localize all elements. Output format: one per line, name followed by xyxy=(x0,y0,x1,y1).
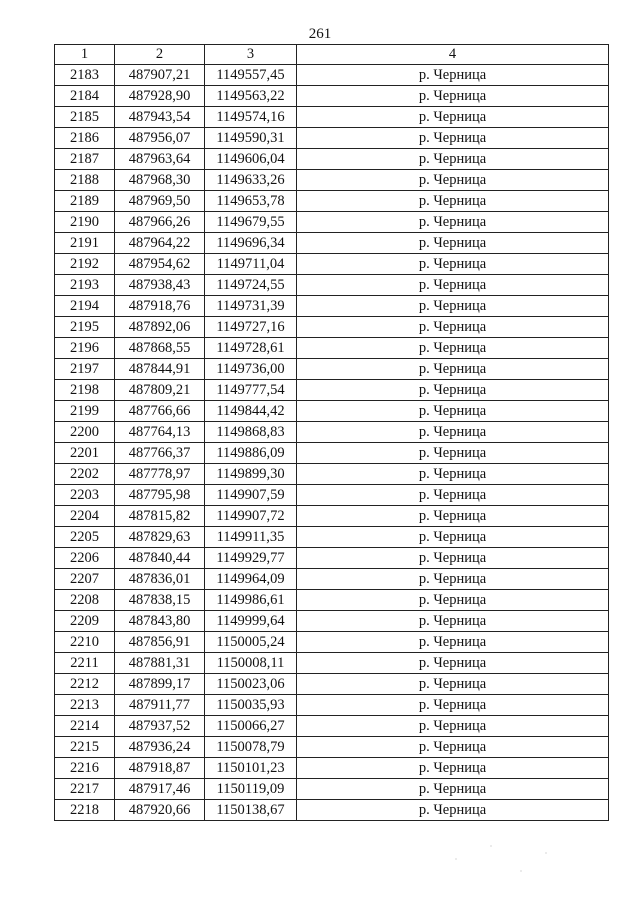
table-row xyxy=(55,296,609,317)
point-number-cell: 2211 xyxy=(55,653,115,674)
y-coordinate-cell: 1149728,61 xyxy=(205,338,297,359)
x-coordinate-cell: 487936,24 xyxy=(115,737,205,758)
point-number-cell: 2194 xyxy=(55,296,115,317)
point-number-cell: 2205 xyxy=(55,527,115,548)
description-cell: р. Черница xyxy=(297,569,609,590)
point-number-cell: 2216 xyxy=(55,758,115,779)
x-coordinate-cell: 487840,44 xyxy=(115,548,205,569)
y-coordinate-cell: 1149899,30 xyxy=(205,464,297,485)
x-coordinate-cell: 487963,64 xyxy=(115,149,205,170)
description-cell: р. Черница xyxy=(297,590,609,611)
x-coordinate-cell: 487899,17 xyxy=(115,674,205,695)
scan-speck xyxy=(490,845,492,847)
point-number-cell: 2198 xyxy=(55,380,115,401)
x-coordinate-cell: 487778,97 xyxy=(115,464,205,485)
point-number-cell: 2209 xyxy=(55,611,115,632)
table-row xyxy=(55,128,609,149)
point-number-cell: 2186 xyxy=(55,128,115,149)
y-coordinate-cell: 1149696,34 xyxy=(205,233,297,254)
page-number: 261 xyxy=(308,26,332,42)
point-number-cell: 2208 xyxy=(55,590,115,611)
table-row xyxy=(55,506,609,527)
table-row xyxy=(55,86,609,107)
y-coordinate-cell: 1149711,04 xyxy=(205,254,297,275)
y-coordinate-cell: 1149964,09 xyxy=(205,569,297,590)
table-row xyxy=(55,674,609,695)
description-cell: р. Черница xyxy=(297,149,609,170)
y-coordinate-cell: 1149653,78 xyxy=(205,191,297,212)
table-row xyxy=(55,611,609,632)
description-cell: р. Черница xyxy=(297,800,609,821)
table-row xyxy=(55,107,609,128)
table-row xyxy=(55,779,609,800)
point-number-cell: 2196 xyxy=(55,338,115,359)
x-coordinate-cell: 487918,76 xyxy=(115,296,205,317)
x-coordinate-cell: 487766,37 xyxy=(115,443,205,464)
x-coordinate-cell: 487969,50 xyxy=(115,191,205,212)
y-coordinate-cell: 1149679,55 xyxy=(205,212,297,233)
table-row xyxy=(55,758,609,779)
table-row xyxy=(55,695,609,716)
description-cell: р. Черница xyxy=(297,548,609,569)
description-cell: р. Черница xyxy=(297,212,609,233)
point-number-cell: 2187 xyxy=(55,149,115,170)
y-coordinate-cell: 1150066,27 xyxy=(205,716,297,737)
description-cell: р. Черница xyxy=(297,611,609,632)
x-coordinate-cell: 487918,87 xyxy=(115,758,205,779)
y-coordinate-cell: 1149727,16 xyxy=(205,317,297,338)
y-coordinate-cell: 1149929,77 xyxy=(205,548,297,569)
x-coordinate-cell: 487928,90 xyxy=(115,86,205,107)
x-coordinate-cell: 487843,80 xyxy=(115,611,205,632)
point-number-cell: 2210 xyxy=(55,632,115,653)
description-cell: р. Черница xyxy=(297,674,609,695)
y-coordinate-cell: 1149986,61 xyxy=(205,590,297,611)
description-cell: р. Черница xyxy=(297,128,609,149)
table-row xyxy=(55,443,609,464)
table-row xyxy=(55,275,609,296)
table-row xyxy=(55,590,609,611)
description-cell: р. Черница xyxy=(297,275,609,296)
description-cell: р. Черница xyxy=(297,632,609,653)
description-cell: р. Черница xyxy=(297,779,609,800)
x-coordinate-cell: 487838,15 xyxy=(115,590,205,611)
x-coordinate-cell: 487956,07 xyxy=(115,128,205,149)
point-number-cell: 2183 xyxy=(55,65,115,86)
y-coordinate-cell: 1149606,04 xyxy=(205,149,297,170)
table-row xyxy=(55,359,609,380)
point-number-cell: 2189 xyxy=(55,191,115,212)
description-cell: р. Черница xyxy=(297,191,609,212)
point-number-cell: 2207 xyxy=(55,569,115,590)
point-number-cell: 2185 xyxy=(55,107,115,128)
description-cell: р. Черница xyxy=(297,296,609,317)
description-cell: р. Черница xyxy=(297,758,609,779)
x-coordinate-cell: 487764,13 xyxy=(115,422,205,443)
y-coordinate-cell: 1149731,39 xyxy=(205,296,297,317)
y-coordinate-cell: 1150008,11 xyxy=(205,653,297,674)
point-number-cell: 2191 xyxy=(55,233,115,254)
description-cell: р. Черница xyxy=(297,254,609,275)
description-cell: р. Черница xyxy=(297,653,609,674)
y-coordinate-cell: 1149633,26 xyxy=(205,170,297,191)
description-cell: р. Черница xyxy=(297,422,609,443)
table-header-row xyxy=(55,45,609,65)
description-cell: р. Черница xyxy=(297,170,609,191)
table-row xyxy=(55,401,609,422)
table-row xyxy=(55,422,609,443)
table-row xyxy=(55,191,609,212)
table-row xyxy=(55,254,609,275)
x-coordinate-cell: 487766,66 xyxy=(115,401,205,422)
description-cell: р. Черница xyxy=(297,527,609,548)
x-coordinate-cell: 487907,21 xyxy=(115,65,205,86)
x-coordinate-cell: 487911,77 xyxy=(115,695,205,716)
scan-speck xyxy=(520,870,522,872)
y-coordinate-cell: 1149590,31 xyxy=(205,128,297,149)
point-number-cell: 2199 xyxy=(55,401,115,422)
x-coordinate-cell: 487868,55 xyxy=(115,338,205,359)
x-coordinate-cell: 487966,26 xyxy=(115,212,205,233)
table-row xyxy=(55,527,609,548)
y-coordinate-cell: 1150035,93 xyxy=(205,695,297,716)
point-number-cell: 2214 xyxy=(55,716,115,737)
table-row xyxy=(55,716,609,737)
x-coordinate-cell: 487964,22 xyxy=(115,233,205,254)
column-header-y: 3 xyxy=(205,45,297,65)
description-cell: р. Черница xyxy=(297,317,609,338)
table-row xyxy=(55,65,609,86)
x-coordinate-cell: 487809,21 xyxy=(115,380,205,401)
y-coordinate-cell: 1149724,55 xyxy=(205,275,297,296)
table-row xyxy=(55,632,609,653)
column-header-x: 2 xyxy=(115,45,205,65)
point-number-cell: 2192 xyxy=(55,254,115,275)
table-row xyxy=(55,170,609,191)
table-body xyxy=(55,65,609,821)
point-number-cell: 2212 xyxy=(55,674,115,695)
scan-speck xyxy=(545,852,547,854)
y-coordinate-cell: 1149574,16 xyxy=(205,107,297,128)
table-row xyxy=(55,338,609,359)
table-row xyxy=(55,800,609,821)
point-number-cell: 2200 xyxy=(55,422,115,443)
y-coordinate-cell: 1149557,45 xyxy=(205,65,297,86)
y-coordinate-cell: 1149736,00 xyxy=(205,359,297,380)
x-coordinate-cell: 487954,62 xyxy=(115,254,205,275)
description-cell: р. Черница xyxy=(297,464,609,485)
point-number-cell: 2193 xyxy=(55,275,115,296)
point-number-cell: 2218 xyxy=(55,800,115,821)
coordinates-table xyxy=(54,44,609,821)
point-number-cell: 2190 xyxy=(55,212,115,233)
table-row xyxy=(55,569,609,590)
y-coordinate-cell: 1149911,35 xyxy=(205,527,297,548)
description-cell: р. Черница xyxy=(297,380,609,401)
description-cell: р. Черница xyxy=(297,506,609,527)
description-cell: р. Черница xyxy=(297,107,609,128)
point-number-cell: 2213 xyxy=(55,695,115,716)
table-row xyxy=(55,485,609,506)
point-number-cell: 2184 xyxy=(55,86,115,107)
point-number-cell: 2188 xyxy=(55,170,115,191)
table-row xyxy=(55,737,609,758)
column-header-description: 4 xyxy=(297,45,609,65)
x-coordinate-cell: 487795,98 xyxy=(115,485,205,506)
description-cell: р. Черница xyxy=(297,65,609,86)
y-coordinate-cell: 1149907,72 xyxy=(205,506,297,527)
description-cell: р. Черница xyxy=(297,695,609,716)
y-coordinate-cell: 1149868,83 xyxy=(205,422,297,443)
table-row xyxy=(55,464,609,485)
table-row xyxy=(55,548,609,569)
x-coordinate-cell: 487829,63 xyxy=(115,527,205,548)
point-number-cell: 2202 xyxy=(55,464,115,485)
x-coordinate-cell: 487943,54 xyxy=(115,107,205,128)
point-number-cell: 2217 xyxy=(55,779,115,800)
y-coordinate-cell: 1150005,24 xyxy=(205,632,297,653)
description-cell: р. Черница xyxy=(297,485,609,506)
description-cell: р. Черница xyxy=(297,359,609,380)
description-cell: р. Черница xyxy=(297,401,609,422)
table-row xyxy=(55,233,609,254)
description-cell: р. Черница xyxy=(297,338,609,359)
x-coordinate-cell: 487844,91 xyxy=(115,359,205,380)
y-coordinate-cell: 1150138,67 xyxy=(205,800,297,821)
point-number-cell: 2197 xyxy=(55,359,115,380)
description-cell: р. Черница xyxy=(297,716,609,737)
y-coordinate-cell: 1149999,64 xyxy=(205,611,297,632)
table-row xyxy=(55,653,609,674)
description-cell: р. Черница xyxy=(297,233,609,254)
point-number-cell: 2204 xyxy=(55,506,115,527)
x-coordinate-cell: 487968,30 xyxy=(115,170,205,191)
y-coordinate-cell: 1149907,59 xyxy=(205,485,297,506)
y-coordinate-cell: 1150119,09 xyxy=(205,779,297,800)
column-header-number: 1 xyxy=(55,45,115,65)
point-number-cell: 2203 xyxy=(55,485,115,506)
point-number-cell: 2201 xyxy=(55,443,115,464)
y-coordinate-cell: 1150078,79 xyxy=(205,737,297,758)
table-row xyxy=(55,317,609,338)
x-coordinate-cell: 487920,66 xyxy=(115,800,205,821)
y-coordinate-cell: 1150101,23 xyxy=(205,758,297,779)
description-cell: р. Черница xyxy=(297,443,609,464)
x-coordinate-cell: 487856,91 xyxy=(115,632,205,653)
description-cell: р. Черница xyxy=(297,737,609,758)
y-coordinate-cell: 1149886,09 xyxy=(205,443,297,464)
table-row xyxy=(55,149,609,170)
table-row xyxy=(55,212,609,233)
point-number-cell: 2195 xyxy=(55,317,115,338)
x-coordinate-cell: 487881,31 xyxy=(115,653,205,674)
x-coordinate-cell: 487892,06 xyxy=(115,317,205,338)
description-cell: р. Черница xyxy=(297,86,609,107)
y-coordinate-cell: 1149777,54 xyxy=(205,380,297,401)
scan-speck xyxy=(455,858,457,860)
y-coordinate-cell: 1149844,42 xyxy=(205,401,297,422)
x-coordinate-cell: 487836,01 xyxy=(115,569,205,590)
y-coordinate-cell: 1150023,06 xyxy=(205,674,297,695)
x-coordinate-cell: 487815,82 xyxy=(115,506,205,527)
x-coordinate-cell: 487937,52 xyxy=(115,716,205,737)
y-coordinate-cell: 1149563,22 xyxy=(205,86,297,107)
x-coordinate-cell: 487917,46 xyxy=(115,779,205,800)
x-coordinate-cell: 487938,43 xyxy=(115,275,205,296)
table-row xyxy=(55,380,609,401)
point-number-cell: 2215 xyxy=(55,737,115,758)
point-number-cell: 2206 xyxy=(55,548,115,569)
